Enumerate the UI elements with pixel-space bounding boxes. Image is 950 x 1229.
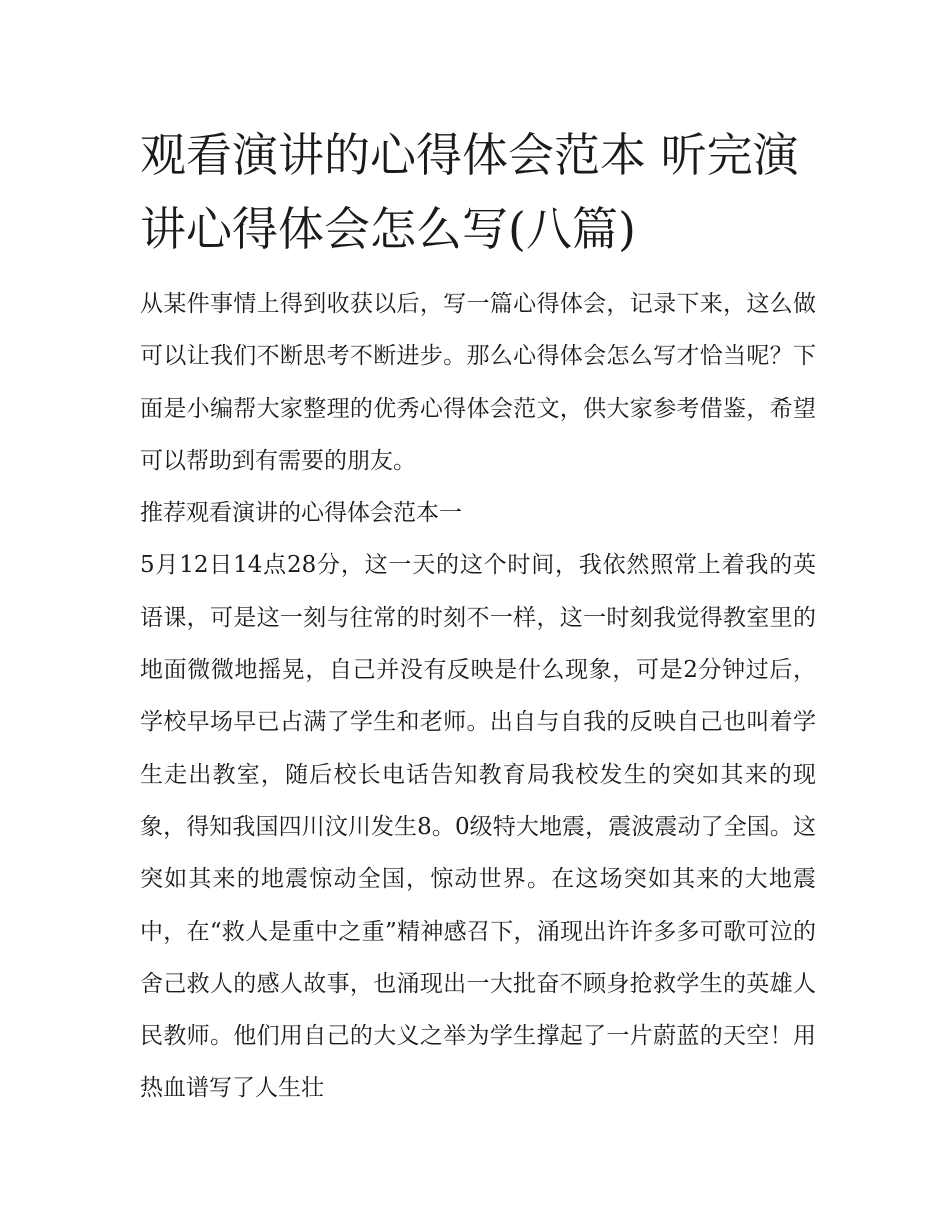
section-paragraph: 5月12日14点28分，这一天的这个时间，我依然照常上着我的英语课，可是这一刻与往常的时刻不一样，这一时刻我觉得教室里的地面微微地摇晃，自己并没有反映是什么现象，可是2分钟过后，学校早场早已占满了学生和老师。出自与自我的反映自己也叫着学生走出教室，随后校长电话告知教育局我校发生的突如其来的现象，得知我国四川汶川发生8。0级特大地震，震波震动了全国。这突如其来的地震惊动全国，惊动世界。在这场突如其来的大地震中，在“救人是重中之重”精神感召下，涌现出许许多多可歌可泣的舍己救人的感人故事，也涌现出一大批奋不顾身抢救学生的英雄人民教师。他们用自己的大义之举为学生撑起了一片蔚蓝的天空！用热血谱写了人生壮 [140, 552, 816, 1102]
intro-paragraph: 从某件事情上得到收获以后，写一篇心得体会，记录下来，这么做可以让我们不断思考不断进步。那么心得体会怎么写才恰当呢？下面是小编帮大家整理的优秀心得体会范文，供大家参考借鉴，希望可以帮助到有需要的朋友。 [140, 291, 816, 474]
section-heading: 推荐观看演讲的心得体会范本一 [140, 500, 462, 527]
document-title: 观看演讲的心得体会范本 听完演讲心得体会怎么写(八篇) [140, 128, 799, 256]
document-body [140, 278, 816, 1115]
